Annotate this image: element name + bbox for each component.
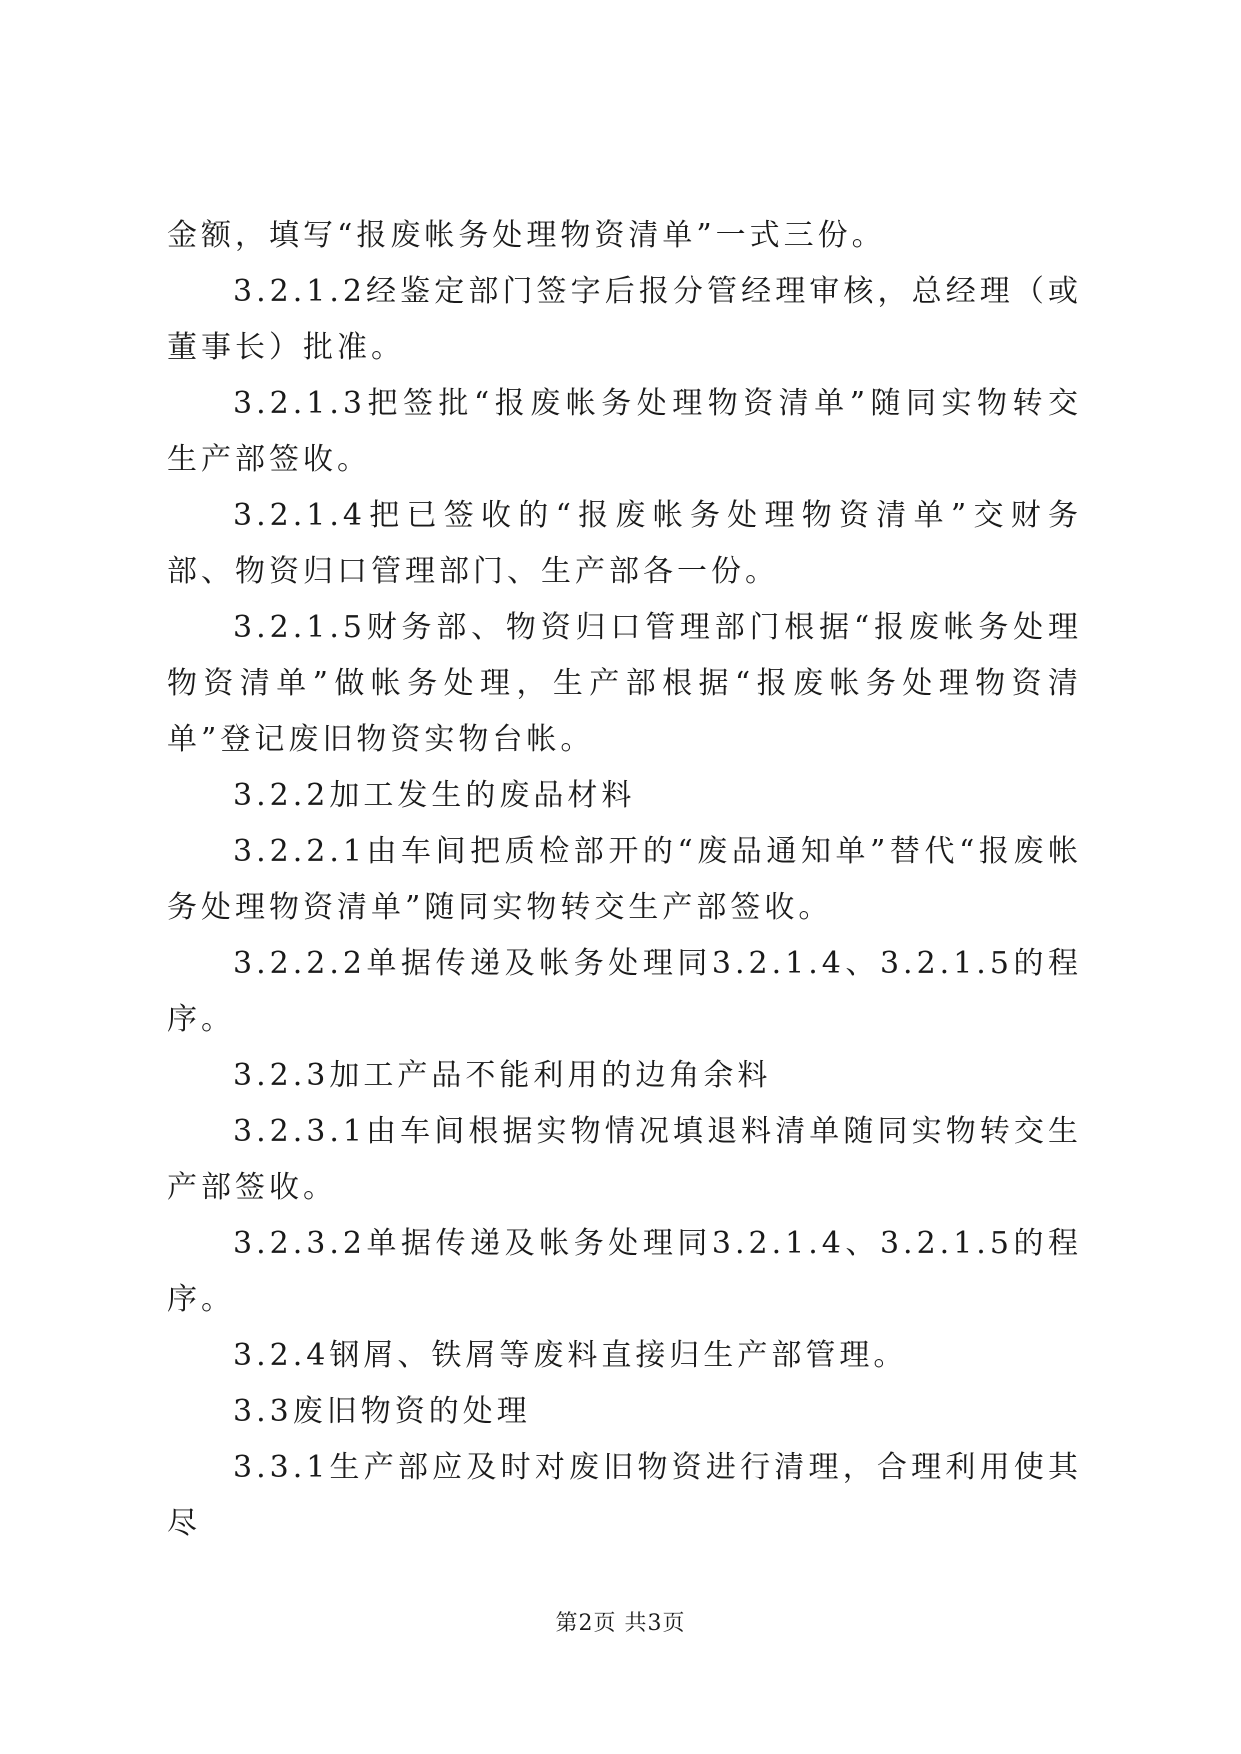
document-body: [167, 208, 1082, 1552]
paragraph-3-2-3-2: 3.2.3.2单据传递及帐务处理同3.2.1.4、3.2.1.5的程序。: [167, 1226, 1082, 1317]
paragraph-3-2-1-5: 3.2.1.5财务部、物资归口管理部门根据“报废帐务处理物资清单”做帐务处理，生产部根据“报废帐务处理物资清单”登记废旧物资实物台帐。: [167, 610, 1082, 757]
paragraph-3-2-3-1: 3.2.3.1由车间根据实物情况填退料清单随同实物转交生产部签收。: [167, 1114, 1082, 1205]
page-number-footer: 第2页 共3页: [555, 1611, 686, 1636]
paragraph-3-2-4: 3.2.4钢屑、铁屑等废料直接归生产部管理。: [233, 1338, 908, 1373]
heading-3-2-2: 3.2.2加工发生的废品材料: [233, 778, 636, 813]
paragraph-3-2-1-4: 3.2.1.4把已签收的“报废帐务处理物资清单”交财务部、物资归口管理部门、生产部各一份。: [167, 498, 1082, 589]
paragraph-3-2-2-2: 3.2.2.2单据传递及帐务处理同3.2.1.4、3.2.1.5的程序。: [167, 946, 1082, 1037]
paragraph-3-2-1-2: 3.2.1.2经鉴定部门签字后报分管经理审核，总经理（或董事长）批准。: [167, 274, 1082, 365]
paragraph-3-2-1-3: 3.2.1.3把签批“报废帐务处理物资清单”随同实物转交生产部签收。: [167, 386, 1082, 477]
heading-3-2-3: 3.2.3加工产品不能利用的边角余料: [233, 1058, 772, 1093]
paragraph-3-2-2-1: 3.2.2.1由车间把质检部开的“废品通知单”替代“报废帐务处理物资清单”随同实物转交生产部签收。: [167, 834, 1082, 925]
paragraph-3-3-1: 3.3.1生产部应及时对废旧物资进行清理，合理利用使其尽: [167, 1450, 1082, 1541]
paragraph-continuation: 金额，填写“报废帐务处理物资清单”一式三份。: [167, 218, 886, 253]
heading-3-3: 3.3废旧物资的处理: [233, 1394, 531, 1429]
